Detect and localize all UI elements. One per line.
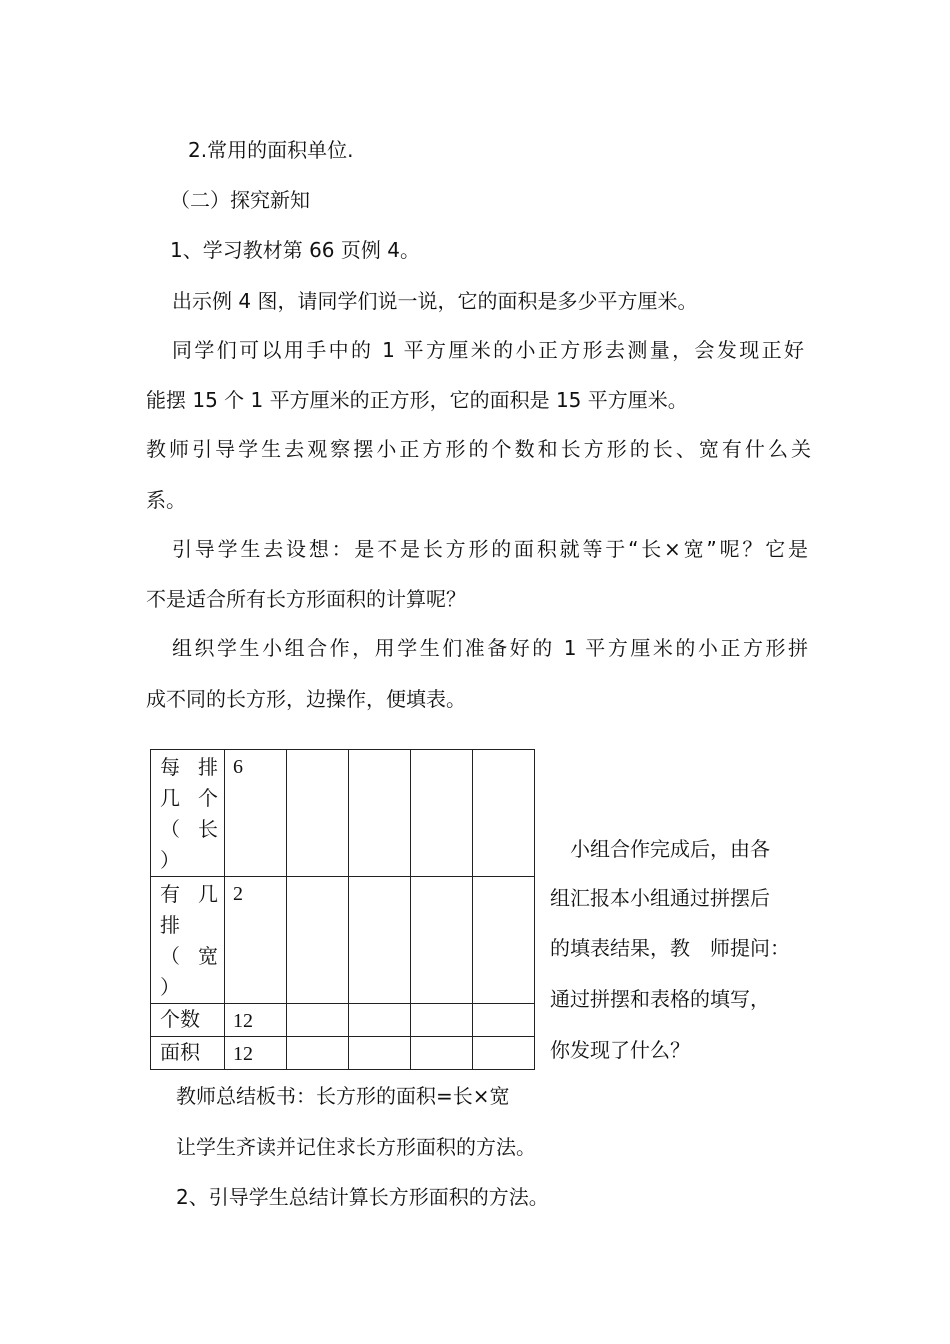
table-cell-value[interactable]: 6: [225, 750, 287, 877]
table-row-per-row-length: [151, 750, 535, 877]
table-cell-value[interactable]: 12: [225, 1004, 287, 1037]
table-cell-empty[interactable]: [473, 1037, 535, 1070]
measure-text-line-2: 能摆 15 个 1 平方厘米的正方形，它的面积是 15 平方厘米。: [146, 388, 688, 412]
measure-text-line-1: 同学们可以用手中的 1 平方厘米的小正方形去测量，会发现正好: [172, 338, 804, 362]
step-1-title: 1、学习教材第 66 页例 4。: [170, 238, 420, 262]
side-text-line-2: 组汇报本小组通过拼摆后: [550, 886, 770, 910]
table-cell-empty[interactable]: [411, 1037, 473, 1070]
table-cell-value[interactable]: 2: [225, 877, 287, 1004]
side-text-line-5: 你发现了什么？: [550, 1038, 690, 1062]
side-text-line-1: 小组合作完成后，由各: [570, 837, 770, 861]
show-example-text: 出示例 4 图，请同学们说一说，它的面积是多少平方厘米。: [172, 289, 698, 313]
observe-text-line-2: 系。: [146, 488, 186, 512]
table-cell-empty[interactable]: [473, 1004, 535, 1037]
table-cell-empty[interactable]: [349, 1037, 411, 1070]
table-cell-empty[interactable]: [287, 1004, 349, 1037]
section-area-units: 2.常用的面积单位.: [188, 138, 354, 162]
table-row-area: [151, 1037, 535, 1070]
teacher-summary: 教师总结板书：长方形的面积=长×宽: [176, 1084, 510, 1108]
table-cell-value[interactable]: 12: [225, 1037, 287, 1070]
table-cell-empty[interactable]: [287, 1037, 349, 1070]
table-cell-empty[interactable]: [411, 1004, 473, 1037]
table-cell-empty[interactable]: [473, 750, 535, 877]
header-line: ）: [160, 975, 180, 999]
table-cell-empty[interactable]: [411, 750, 473, 877]
row-header-number-of-rows: [151, 877, 225, 1004]
header-line: 每 排: [160, 755, 218, 779]
group-work-text-line-2: 成不同的长方形，边操作，便填表。: [146, 687, 466, 711]
table-cell-empty[interactable]: [411, 877, 473, 1004]
header-line: 几 个: [160, 786, 218, 810]
header-line: （ 长: [160, 817, 218, 841]
row-header-area: 面积: [151, 1037, 225, 1070]
table-cell-empty[interactable]: [473, 877, 535, 1004]
header-line: 排: [160, 913, 180, 937]
side-text-line-3: 的填表结果，教 师提问：: [550, 936, 790, 960]
row-header-per-row-count: [151, 750, 225, 877]
table-cell-empty[interactable]: [349, 877, 411, 1004]
table-cell-empty[interactable]: [287, 877, 349, 1004]
side-text-line-4: 通过拼摆和表格的填写，: [550, 987, 770, 1011]
step-2-title: 2、引导学生总结计算长方形面积的方法。: [176, 1185, 549, 1209]
table-row-count: [151, 1004, 535, 1037]
table-cell-empty[interactable]: [349, 1004, 411, 1037]
guess-text-line-1: 引导学生去设想：是不是长方形的面积就等于“长×宽”呢？它是: [172, 537, 808, 561]
header-line: （ 宽: [160, 944, 218, 968]
header-line: ）: [160, 848, 180, 872]
header-line: 有 几: [160, 882, 218, 906]
guess-text-line-2: 不是适合所有长方形面积的计算呢？: [146, 587, 466, 611]
row-header-count: 个数: [151, 1004, 225, 1037]
read-together-text: 让学生齐读并记住求长方形面积的方法。: [176, 1135, 536, 1159]
table-row-rows-width: [151, 877, 535, 1004]
table-cell-empty[interactable]: [287, 750, 349, 877]
group-work-text-line-1: 组织学生小组合作，用学生们准备好的 1 平方厘米的小正方形拼: [172, 636, 808, 660]
fill-in-table: [150, 749, 535, 1070]
observe-text-line-1: 教师引导学生去观察摆小正方形的个数和长方形的长、宽有什么关: [146, 437, 811, 461]
table-cell-empty[interactable]: [349, 750, 411, 877]
section-explore-heading: （二）探究新知: [170, 188, 310, 212]
